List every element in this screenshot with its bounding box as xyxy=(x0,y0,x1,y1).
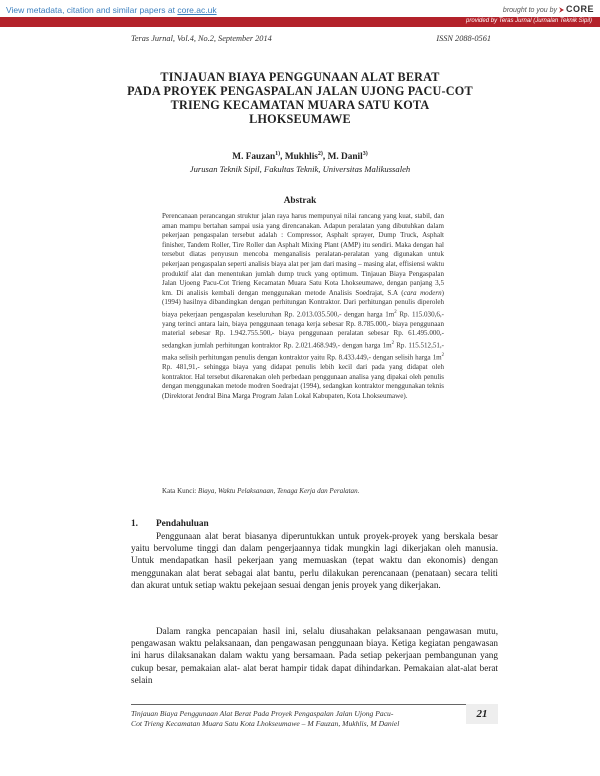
author-affil-mark: 2) xyxy=(317,151,323,157)
paragraph-text: Dalam rangka pencapaian hasil ini, selalu diusahakan pelaksanaan pengawasan mutu, pengawasan waktu pelaksanaan, dan pengawasan penggunaan biaya. Ketiga kegiatan pengawasan ini harus dilaksanakan dalam waktu yang bersamaan. Pada setiap pekerjaan pembangunan yang cukup besar, pemakaian alat- alat berat hampir tidak dapat dihindarkan. Pemakaian alat-alat berat selain xyxy=(131,626,498,685)
affiliation: Jurusan Teknik Sipil, Fakultas Teknik, Universitas Malikussaleh xyxy=(189,164,411,174)
author-affil-mark: 3) xyxy=(362,151,368,157)
keywords-label: Kata Kunci: xyxy=(162,487,197,495)
body-paragraph xyxy=(131,530,498,591)
page-number: 21 xyxy=(466,704,498,724)
keywords xyxy=(162,487,462,495)
abstract-text: Rp. 115.512,51,- maka selisih perhitungan penulis dengan kontraktor yaitu Rp. 8.433.449,- dengan selisih harga 1m xyxy=(162,341,444,362)
provider-bar xyxy=(0,17,600,27)
section-heading xyxy=(131,519,209,529)
page-footer xyxy=(131,709,451,729)
abstract-text: Rp. 481,91,- sehingga biaya yang didapat penulis lebih kecil dari pada yang didapat oleh kontraktor. Hal tersebut dikarenakan oleh perbedaan penggunaan analisa yang dipakai oleh penulis dengan menggunakan metode modren Soedrajat (1994), sedangkan kontraktor menggunakan teknis (Direktorat Jendral Bina Marga Program Jalan Lokal Kabupaten, Kota Lhokseumawe). xyxy=(162,362,444,400)
journal-issn: ISSN 2088-0561 xyxy=(436,34,491,43)
abstract-text: ) (1994) hasilnya dibandingkan dengan perhitungan Kontraktor. Dari perhitungan penulis diperoleh biaya pekerjaan pengaspalan keseluruhan Rp. 2.013.035.500,- dengan harga 1m xyxy=(162,288,444,319)
paragraph-text: Penggunaan alat berat biasanya diperuntukkan untuk proyek-proyek yang berskala besar yaitu bervolume tinggi dan dalam pengerjaannya tidak mungkin lagi dikerjakan oleh manusia. Untuk mendapatkan hasil pekerjaan yang memuaskan (tepat waktu dan ekonomis) dengan menggunakan alat berat sebagai alat bantu, perlu dilakukan perencanaan (penataan) secara teliti dan akurat untuk setiap waktu pekejaan sesuai dengan jenis proyek yang dikerjakan. xyxy=(131,531,498,590)
author-name: Mukhlis xyxy=(284,152,318,163)
superscript: 2 xyxy=(441,353,444,358)
abstract-heading: Abstrak xyxy=(283,196,317,206)
footer-divider xyxy=(131,704,498,705)
author-name: M. Danil xyxy=(327,152,363,163)
paper-title xyxy=(100,70,500,126)
core-metadata-link[interactable] xyxy=(6,5,217,15)
abstract-body xyxy=(162,212,444,401)
core-brought-text: brought to you by xyxy=(502,7,558,14)
title-line: LHOKSEUMAWE xyxy=(249,112,351,126)
core-logo-icon: ⮞ xyxy=(558,7,565,14)
keywords-list: Biaya, Waktu Pelaksanaan, Tenaga Kerja dan Peralatan. xyxy=(198,487,360,495)
superscript: 2 xyxy=(391,341,394,347)
superscript: 2 xyxy=(394,309,397,315)
abstract-text: Perencanaan perancangan struktur jalan raya harus mempunyai nilai rancang yang kuat, stabil, dan aman mampu bertahan sampai usia yang direncanakan. Adapun peralatan yang dibutuhkan dalam pekerjaan pengaspalan tersebut adalah : Compressor, Asphalt sprayer, Dump Truck, Asphalt finisher, Tandem Roller, Tire Roller dan Asphalt Mixing Plant (AMP) itu sendiri. Maka dengan hal tersebut diatas penyusun mencoba menganalisis peralatan-peralatan yang digunakan untuk pekerjaan pengaspalan seperti analisis biaya alat per jam dari masing – masing alat, effisiensi waktu produktif alat dan menentukan jumlah dump truck yang optimum. Tinjauan Biaya Pengaspalan Jalan Ujoeng Pacu-Cot Trieng Kecamatan Muara Satu Kota Lhokseumawe, dengan panjang 3,5 km. Di analisis kembali dengan menggunakan metode Analisis Soedrajat, S.A ( xyxy=(162,212,444,297)
abstract-paragraph xyxy=(162,212,444,401)
core-link-text[interactable]: View metadata, citation and similar papers at xyxy=(6,5,178,15)
core-link-domain[interactable]: core.ac.uk xyxy=(177,5,217,15)
journal-header xyxy=(131,34,491,43)
footer-line: Tinjauan Biaya Penggunaan Alat Berat Pada Proyek Pengaspalan Jalan Ujong Pacu- xyxy=(131,709,394,718)
title-line: TRIENG KECAMATAN MUARA SATU KOTA xyxy=(170,98,430,112)
abstract-text-italic: cara modern xyxy=(403,288,442,297)
author-affil-mark: 1) xyxy=(275,151,281,157)
author-list: M. Fauzan$^{1)}$, Mukhlis$^{2)}$, M. Danil$^{3)}$ xyxy=(232,151,368,163)
core-brand-label: CORE xyxy=(565,4,594,14)
provided-by-text[interactable]: provided by Teras Jurnal (Jurnalan Teknik Sipil) xyxy=(466,18,592,24)
core-brand[interactable] xyxy=(503,4,594,15)
journal-citation: Teras Jurnal, Vol.4, No.2, September 2014 xyxy=(131,34,272,43)
section-number: 1. xyxy=(131,519,138,529)
title-line: PADA PROYEK PENGASPALAN JALAN UJONG PACU-COT xyxy=(127,84,473,98)
body-paragraph xyxy=(131,625,498,686)
section-title: Pendahuluan xyxy=(156,519,209,529)
footer-line: Cot Trieng Kecamatan Muara Satu Kota Lhokseumawe – M Fauzan, Mukhlis, M Daniel xyxy=(131,719,400,728)
author-name: M. Fauzan xyxy=(232,152,276,163)
abstract-text: Rp. 115.030,6,- yang terinci antara lain, biaya penggunaan tenaga kerja sebesar Rp. 8.785.000,- biaya penggunaan material sebesar Rp. 1.942.755.500,- biaya penggunaan peralatan sebesar Rp. 61.495.000,- sedangkan jumlah perhitungan kontraktor Rp. 2.021.468.949,- dengan harga 1m xyxy=(162,310,445,350)
title-line: TINJAUAN BIAYA PENGGUNAAN ALAT BERAT xyxy=(160,70,440,84)
